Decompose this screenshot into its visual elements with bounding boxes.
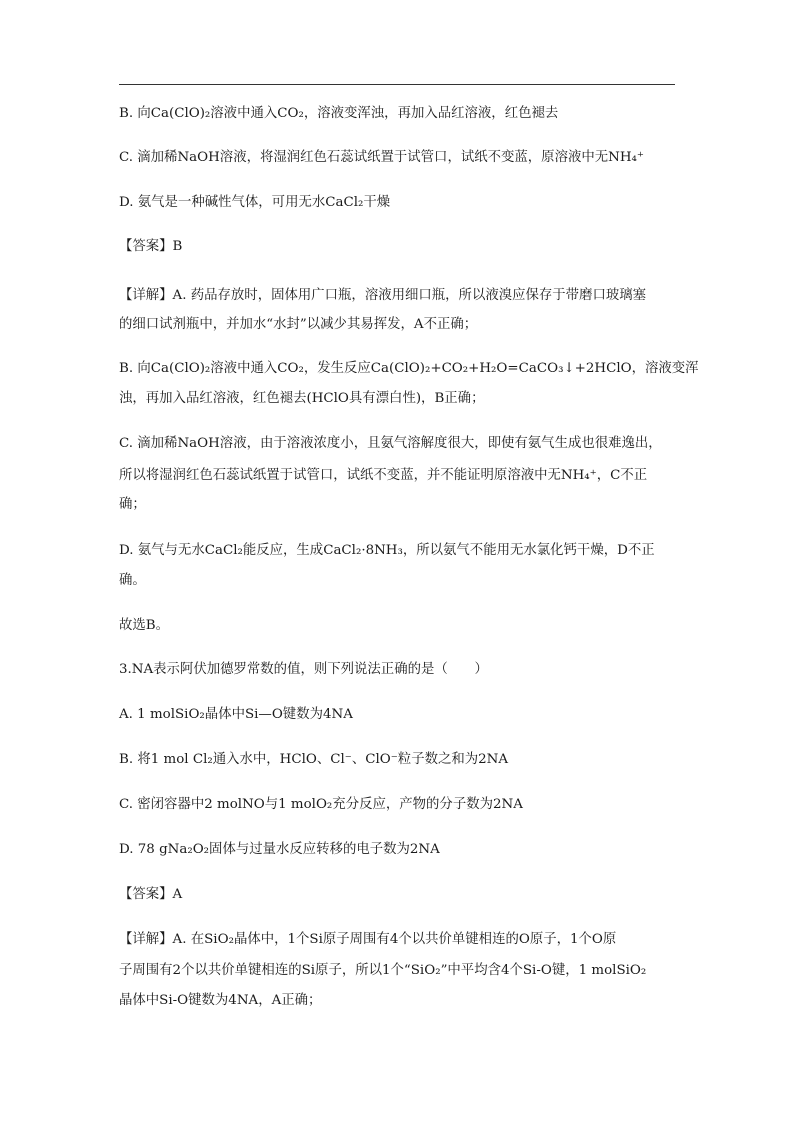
conclusion-line: 故选B。: [119, 618, 170, 633]
option-c-line: C. 滴加稀NaOH溶液，将湿润红色石蕊试纸置于试管口，试纸不变蓝，原溶液中无NH₄⁺: [119, 150, 644, 165]
explanation-c-line-3: 确；: [119, 497, 146, 512]
explanation-c-line-1: C. 滴加稀NaOH溶液，由于溶液浓度小，且氨气溶解度很大，即使有氨气生成也很难逸出，: [119, 436, 662, 451]
explanation-b-line-2: 浊，再加入品红溶液，红色褪去(HClO具有漂白性)，B正确；: [119, 391, 485, 406]
header-rule: [119, 84, 675, 85]
answer-label-2: 【答案】A: [119, 887, 183, 902]
question-3-option-b: B. 将1 mol Cl₂通入水中，HClO、Cl⁻、ClO⁻粒子数之和为2NA: [119, 752, 509, 767]
explanation-a-line-1: 【详解】A. 药品存放时，固体用广口瓶，溶液用细口瓶，所以液溴应保存于带磨口玻璃塞: [119, 288, 647, 303]
explanation-a-line-2: 的细口试剂瓶中，并加水“水封”以减少其易挥发，A不正确；: [119, 317, 478, 332]
explanation-b-line-1: B. 向Ca(ClO)₂溶液中通入CO₂，发生反应Ca(ClO)₂+CO₂+H₂O=CaCO₃↓+2HClO，溶液变浑: [119, 361, 699, 376]
explanation-c-line-2: 所以将湿润红色石蕊试纸置于试管口，试纸不变蓝，并不能证明原溶液中无NH₄⁺，C不正: [119, 468, 648, 483]
question-3-option-a: A. 1 molSiO₂晶体中Si—O键数为4NA: [119, 707, 353, 722]
answer-label: 【答案】B: [119, 239, 183, 254]
explanation-d-line-1: D. 氨气与无水CaCl₂能反应，生成CaCl₂·8NH₃，所以氨气不能用无水氯化钙干燥，D不正: [119, 543, 655, 558]
explanation-q3-line-1: 【详解】A. 在SiO₂晶体中，1个Si原子周围有4个以共价单键相连的O原子，1个O原: [119, 932, 617, 947]
question-3-option-d: D. 78 gNa₂O₂固体与过量水反应转移的电子数为2NA: [119, 842, 440, 857]
question-3-stem: 3.NA表示阿伏加德罗常数的值，则下列说法正确的是（ ）: [119, 662, 488, 677]
option-d-line: D. 氨气是一种碱性气体，可用无水CaCl₂干燥: [119, 195, 391, 210]
explanation-q3-line-2: 子周围有2个以共价单键相连的Si原子，所以1个“SiO₂”中平均含4个Si-O键，1 molSiO₂: [119, 963, 647, 978]
explanation-d-line-2: 确。: [119, 573, 146, 588]
question-3-option-c: C. 密闭容器中2 molNO与1 molO₂充分反应，产物的分子数为2NA: [119, 797, 523, 812]
explanation-q3-line-3: 晶体中Si-O键数为4NA，A正确；: [119, 993, 322, 1008]
option-b-line: B. 向Ca(ClO)₂溶液中通入CO₂，溶液变浑浊，再加入品红溶液，红色褪去: [119, 106, 559, 121]
